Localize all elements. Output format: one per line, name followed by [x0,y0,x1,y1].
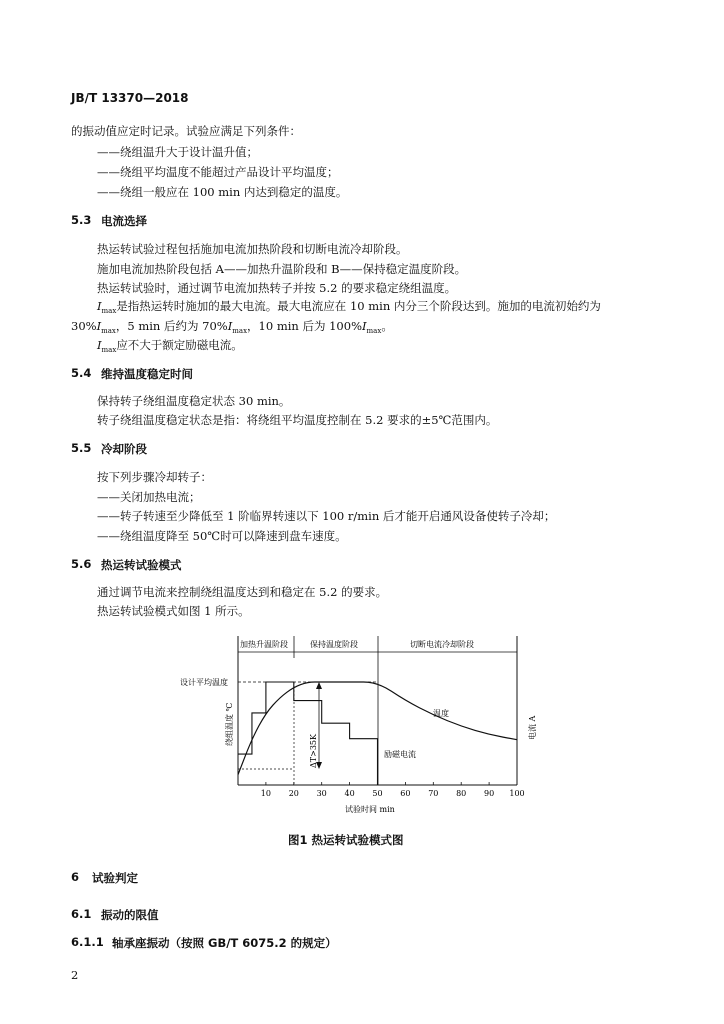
section-number: 5.5 [71,441,92,455]
paragraph [97,337,243,355]
section-title: 试验判定 [92,871,138,885]
x-ticks [261,782,525,798]
list-item: ——关闭加热电流； [97,490,201,504]
paragraph: 按下列步骤冷却转子： [97,470,212,484]
list-item: ——绕组温升大于设计温升值； [97,145,258,159]
period-text: 。 [381,319,393,333]
percent-text: ，5 min 后约为 70% [115,319,228,333]
imax-subscript: max [101,327,116,335]
section-number: 6 [71,870,80,884]
list-item: ——绕组一般应在 100 min 内达到稳定的温度。 [97,185,348,199]
section-title: 维持温度稳定时间 [101,367,193,381]
x-axis-label: 试验时间 min [345,805,395,814]
imax-symbol: I [97,299,102,313]
paragraph: 通过调节电流来控制绕组温度达到和稳定在 5.2 的要求。 [97,585,388,599]
imax-symbol: I [96,319,102,333]
x-tick-label: 90 [484,789,495,798]
x-tick-label: 30 [316,789,327,798]
x-tick-label: 100 [509,789,525,798]
phase-a-label: 加热升温阶段 [240,640,288,649]
x-tick-label: 70 [428,789,439,798]
figure-caption: 图1 热运转试验模式图 [288,833,404,847]
paragraph: 热运转试验时，通过调节电流加热转子并按 5.2 的要求稳定绕组温度。 [97,281,457,295]
x-tick-label: 10 [260,789,271,798]
paragraph-text: 应不大于额定励磁电流。 [116,338,243,352]
imax-symbol: I [362,319,367,333]
paragraph [71,318,393,336]
paragraph [97,298,601,316]
section-number: 5.6 [71,557,92,571]
imax-subscript: max [101,346,117,354]
section-title: 电流选择 [101,214,147,228]
imax-symbol: I [97,338,102,352]
temperature-label: 温度 [433,709,449,718]
phase-b-label: 保持温度阶段 [310,640,358,649]
delta-t-label: ΔT>35K [309,734,318,768]
list-item: ——转子转速至少降低至 1 阶临界转速以下 100 r/min 后才能开启通风设备使转子冷却； [97,509,556,523]
paragraph: 施加电流加热阶段包括 A——加热升温阶段和 B——保持稳定温度阶段。 [97,262,467,276]
section-title: 轴承座振动（按照 GB/T 6075.2 的规定） [112,936,337,950]
delta-t-arrowhead-up [316,682,322,689]
x-tick-label: 20 [288,789,299,798]
imax-subscript: max [232,327,248,335]
document-code: JB/T 13370—2018 [71,91,189,105]
imax-subscript: max [101,307,117,315]
imax-symbol: I [227,319,233,333]
section-title: 冷却阶段 [101,442,147,456]
right-axis-label: 电流 A [528,715,537,740]
test-mode-figure [160,628,560,823]
section-number: 6.1.1 [71,935,104,949]
percent-text: 30% [71,319,97,333]
list-item: ——绕组平均温度不能超过产品设计平均温度； [97,165,339,179]
paragraph: 热运转试验模式如图 1 所示。 [97,604,250,618]
x-tick-label: 40 [344,789,355,798]
section-title: 热运转试验模式 [101,558,182,572]
imax-subscript: max [366,327,382,335]
current-step-curve [238,682,378,785]
paragraph: 热运转试验过程包括施加电流加热阶段和切断电流冷却阶段。 [97,242,408,256]
intro-text: 的振动值应定时记录。试验应满足下列条件： [71,124,301,138]
section-title: 振动的限值 [101,908,159,922]
percent-text: ，10 min 后为 100% [247,319,362,333]
x-tick-label: 50 [372,789,383,798]
section-number: 6.1 [71,907,92,921]
section-number: 5.3 [71,213,92,227]
design-temp-label: 设计平均温度 [180,678,228,687]
current-label: 励磁电流 [384,750,416,759]
page-number: 2 [71,968,79,982]
paragraph: 保持转子绕组温度稳定状态 30 min。 [97,394,291,408]
paragraph-text: 是指热运转时施加的最大电流。最大电流应在 10 min 内分三个阶段达到。施加的电流初始约为 [116,299,601,313]
paragraph: 转子绕组温度稳定状态是指：将绕组平均温度控制在 5.2 要求的±5℃范围内。 [97,413,498,427]
phase-c-label: 切断电流冷却阶段 [410,640,474,649]
y-axis-label: 绕组温度 ℃ [225,702,234,746]
section-number: 5.4 [71,366,92,380]
x-tick-label: 60 [400,789,411,798]
x-tick-label: 80 [456,789,467,798]
list-item: ——绕组温度降至 50℃时可以降速到盘车速度。 [97,529,347,543]
